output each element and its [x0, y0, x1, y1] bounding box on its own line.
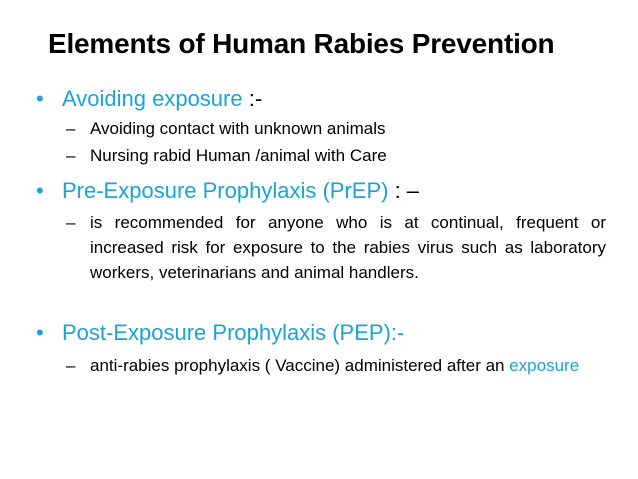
slide-title: Elements of Human Rabies Prevention [48, 28, 555, 59]
bullet-heading: Post-Exposure Prophylaxis (PEP):- [62, 320, 405, 345]
sub-item-text: Avoiding contact with unknown animals [90, 119, 386, 138]
bullet-post-exposure-prophylaxis [36, 320, 616, 346]
dash-icon: – [66, 356, 76, 375]
sub-item [66, 144, 606, 168]
bullet-suffix: : – [388, 178, 420, 203]
dash-icon: – [66, 213, 76, 232]
bullet-dot-icon: • [36, 320, 44, 345]
bullet-avoiding-exposure [36, 86, 616, 112]
sub-item-text: Nursing rabid Human /animal with Care [90, 146, 387, 165]
highlight-exposure: exposure [509, 356, 580, 375]
dash-icon: – [66, 146, 76, 165]
sub-item [66, 210, 606, 285]
sub-item-text-part: anti-rabies prophylaxis ( Vaccine) administered after an [90, 356, 510, 375]
bullet-dot-icon: • [36, 86, 44, 111]
bullet-dot-icon: • [36, 178, 44, 203]
bullet-heading: Pre-Exposure Prophylaxis (PrEP) [62, 178, 389, 203]
sub-item-text [90, 353, 606, 378]
bullet-heading: Avoiding exposure [62, 86, 243, 111]
bullet-pre-exposure-prophylaxis [36, 178, 616, 204]
sub-item [66, 353, 606, 378]
dash-icon: – [66, 119, 76, 138]
sub-item-text: is recommended for anyone who is at continual, frequent or increased risk for exposure to the rabies virus such as laboratory workers, veterinarians and animal handlers. [90, 213, 606, 282]
bullet-suffix: :- [242, 86, 263, 111]
sub-item [66, 117, 606, 141]
